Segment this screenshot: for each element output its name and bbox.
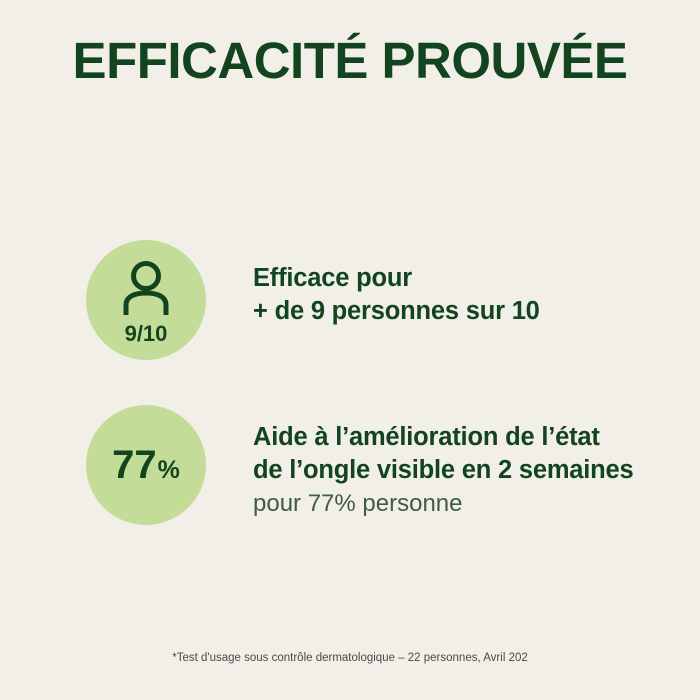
claim-subtext: pour 77% personne xyxy=(253,490,463,518)
badge-9-10 xyxy=(86,240,206,360)
page-title: EFFICACITÉ PROUVÉE xyxy=(72,32,628,89)
claim-line: Efficace pour xyxy=(253,264,412,292)
claim-item-2 xyxy=(86,405,656,525)
badge-77-percent xyxy=(86,405,206,525)
claim-text-2 xyxy=(253,405,634,519)
badge-caption: 9/10 xyxy=(124,320,168,346)
person-icon xyxy=(119,260,173,321)
percent-symbol: % xyxy=(157,456,180,484)
claim-text-1 xyxy=(253,240,540,328)
badge-number: 77 xyxy=(112,443,157,487)
claim-item-1 xyxy=(86,240,656,360)
claim-line: + de 9 personnes sur 10 xyxy=(253,297,540,326)
footnote: *Test d'usage sous contrôle dermatologique – 22 personnes, Avril 202 xyxy=(172,652,528,664)
badge-percent-value xyxy=(112,445,180,485)
claim-line: Aide à l’amélioration de l’état xyxy=(253,423,600,451)
claim-line: de l’ongle visible en 2 semaines xyxy=(253,456,634,485)
claims-list xyxy=(86,240,656,525)
